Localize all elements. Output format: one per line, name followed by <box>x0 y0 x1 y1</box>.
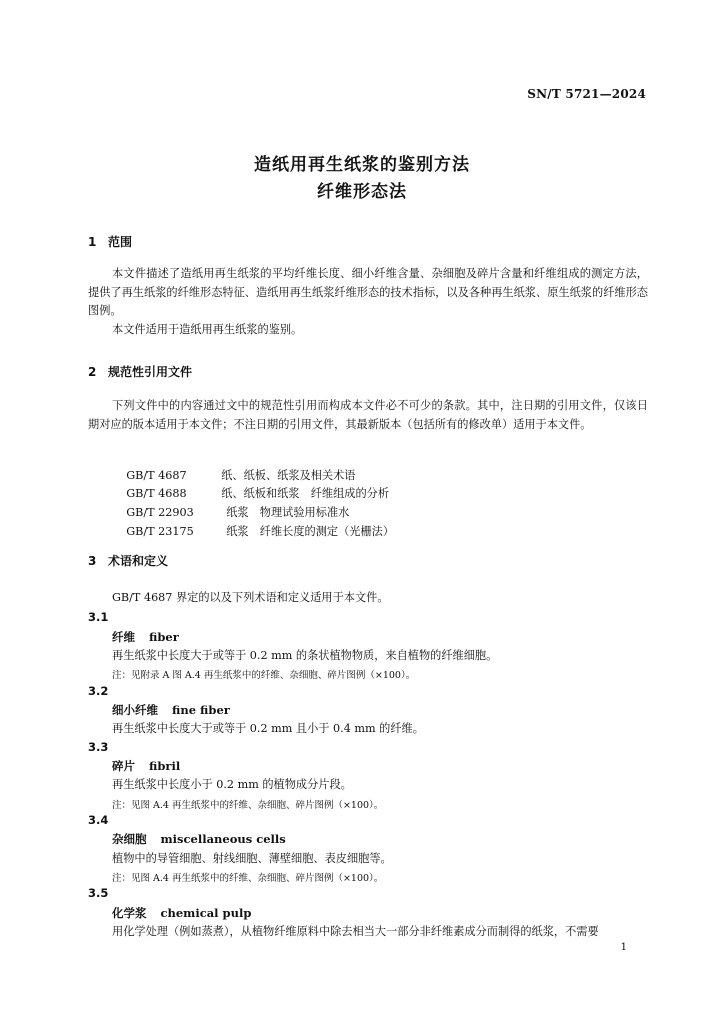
clause-number: 3.1 <box>88 610 109 624</box>
scope-paragraph: 本文件描述了造纸用再生纸浆的平均纤维长度、细小纤维含量、杂细胞及碎片含量和纤维组成的测定方法，提供了再生纸浆的纤维形态特征、造纸用再生纸浆纤维形态的技术指标，以及各种再生纸浆、原生纸浆的纤维形态图例。 <box>88 267 648 317</box>
term-zh: 碎片 <box>112 759 135 773</box>
term-definition: 植物中的导管细胞、射线细胞、薄壁细胞、表皮细胞等。 <box>112 852 392 865</box>
section-number: 1 <box>88 235 97 249</box>
term-en: fibril <box>149 759 181 773</box>
reference-code: GB/T 4688 <box>126 487 187 500</box>
reference-code: GB/T 23175 <box>126 525 194 538</box>
term-heading <box>112 831 286 847</box>
term-en: fiber <box>149 630 179 644</box>
reference-title: 纸浆 物理试验用标准水 <box>226 506 350 519</box>
scope-applicability: 本文件适用于造纸用再生纸浆的鉴别。 <box>112 323 303 336</box>
term-zh: 化学浆 <box>112 906 147 920</box>
terms-intro: GB/T 4687 界定的以及下列术语和定义适用于本文件。 <box>112 591 389 604</box>
section-title: 术语和定义 <box>108 554 169 568</box>
term-definition: 用化学处理（例如蒸煮），从植物纤维原料中除去相当大一部分非纤维素成分而制得的纸浆，不需要 <box>112 925 599 938</box>
term-en: fine fiber <box>172 703 230 717</box>
term-en: miscellaneous cells <box>160 832 286 846</box>
term-zh: 杂细胞 <box>112 832 147 846</box>
term-zh: 细小纤维 <box>112 703 158 717</box>
term-definition: 再生纸浆中长度大于或等于 0.2 mm 且小于 0.4 mm 的纤维。 <box>112 722 424 735</box>
term-heading <box>112 629 179 645</box>
term-heading <box>112 905 251 921</box>
section-2-heading <box>88 363 192 380</box>
section-number: 2 <box>88 365 97 379</box>
references-paragraph: 下列文件中的内容通过文中的规范性引用而构成本文件必不可少的条款。其中，注日期的引用文件，仅该日期对应的版本适用于本文件；不注日期的引用文件，其最新版本（包括所有的修改单）适用于本文件。 <box>88 399 648 431</box>
document-title: 造纸用再生纸浆的鉴别方法 <box>254 155 470 175</box>
section-number: 3 <box>88 554 97 568</box>
term-note: 注：见附录 A 图 A.4 再生纸浆中的纤维、杂细胞、碎片图例（×100）。 <box>112 670 416 681</box>
term-zh: 纤维 <box>112 630 135 644</box>
reference-title: 纸、纸板和纸浆 纤维组成的分析 <box>221 487 390 500</box>
reference-title: 纸浆 纤维长度的测定（光栅法） <box>226 525 395 538</box>
section-title: 规范性引用文件 <box>108 365 193 379</box>
term-definition: 再生纸浆中长度大于或等于 0.2 mm 的条状植物物质，来自植物的纤维细胞。 <box>112 649 498 662</box>
clause-number: 3.4 <box>88 813 109 827</box>
term-note: 注：见图 A.4 再生纸浆中的纤维、杂细胞、碎片图例（×100）。 <box>112 873 384 884</box>
reference-item <box>112 510 394 552</box>
page-number: 1 <box>620 942 627 953</box>
section-title: 范围 <box>108 235 133 249</box>
reference-title: 纸、纸板、纸浆及相关术语 <box>221 469 356 482</box>
term-en: chemical pulp <box>160 906 252 920</box>
document-subtitle: 纤维形态法 <box>317 182 407 202</box>
term-heading <box>112 702 230 718</box>
section-3-heading <box>88 552 168 569</box>
clause-number: 3.5 <box>88 886 109 900</box>
clause-number: 3.3 <box>88 740 109 754</box>
term-definition: 再生纸浆中长度小于 0.2 mm 的植物成分片段。 <box>112 778 352 791</box>
term-heading <box>112 758 180 774</box>
standard-number: SN/T 5721—2024 <box>527 87 646 101</box>
clause-number: 3.2 <box>88 684 109 698</box>
reference-code: GB/T 22903 <box>126 506 194 519</box>
section-1-heading <box>88 233 132 250</box>
term-note: 注：见图 A.4 再生纸浆中的纤维、杂细胞、碎片图例（×100）。 <box>112 800 384 811</box>
reference-code: GB/T 4687 <box>126 469 187 482</box>
